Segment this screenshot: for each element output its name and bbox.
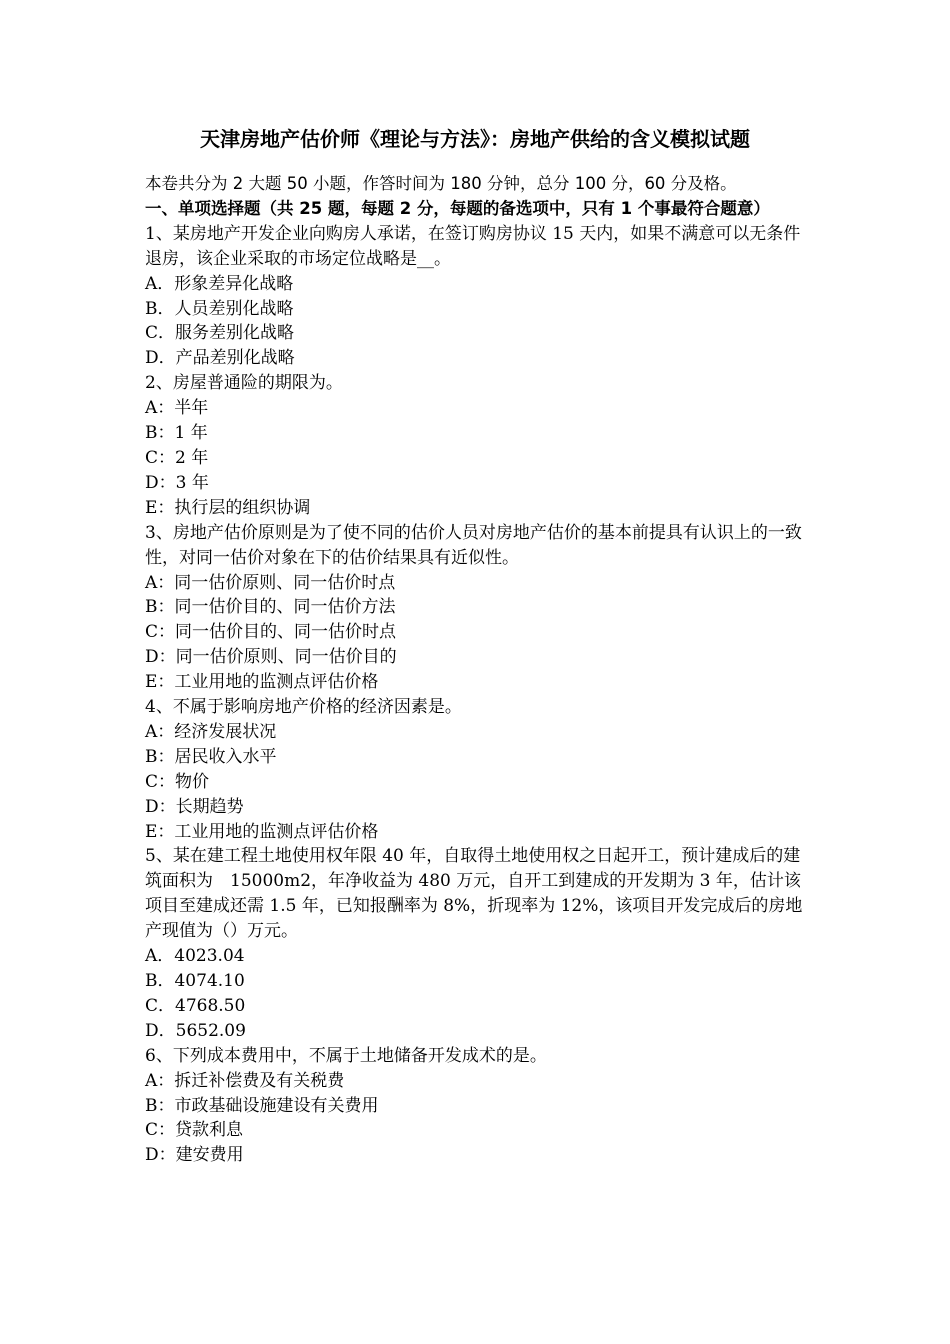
question-stem: 2、房屋普通险的期限为。 [145, 373, 343, 394]
option-d: D：同一估价原则、同一估价目的 [145, 647, 397, 668]
option-d: D：长期趋势 [145, 796, 244, 817]
question-1 [145, 222, 815, 371]
question-4 [145, 695, 815, 844]
option-a: A：半年 [145, 398, 209, 419]
option-e: E：执行层的组织协调 [145, 497, 311, 518]
option-b: B．人员差别化战略 [145, 298, 294, 319]
question-stem: 6、下列成本费用中，不属于土地储备开发成术的是。 [145, 1045, 547, 1066]
document-body [145, 172, 815, 1168]
option-b: B：居民收入水平 [145, 746, 277, 767]
option-b: B．4074.10 [145, 971, 245, 991]
option-b: B：市政基础设施建设有关费用 [145, 1095, 379, 1116]
document-title: 天津房地产估价师《理论与方法》：房地产供给的含义模拟试题 [200, 127, 750, 151]
option-a: A：拆迁补偿费及有关税费 [145, 1070, 345, 1091]
option-d: D：3 年 [145, 472, 209, 493]
question-2 [145, 371, 815, 520]
option-d: D．5652.09 [145, 1020, 246, 1041]
question-6 [145, 1044, 815, 1169]
question-stem: 5、某在建工程土地使用权年限 40 年，自取得土地使用权之日起开工，预计建成后的建筑面积为 15000m2，年净收益为 480 万元，自开工到建成的开发期为 3 年，估计该项目至建成还需 1.5 年，已知报酬率为 8%，折现率为 12%，该项目开发完成后的房地产现值为（）万元。 [145, 846, 803, 942]
question-5 [145, 844, 815, 1043]
option-e: E：工业用地的监测点评估价格 [145, 672, 379, 693]
option-c: C：同一估价目的、同一估价时点 [145, 622, 397, 643]
option-c: C．4768.50 [145, 995, 246, 1016]
option-a: A：同一估价原则、同一估价时点 [145, 572, 396, 593]
option-a: A．形象差异化战略 [145, 273, 294, 294]
option-e: E：工业用地的监测点评估价格 [145, 821, 379, 842]
exam-intro: 本卷共分为 2 大题 50 小题，作答时间为 180 分钟，总分 100 分，60 分及格。 [145, 174, 737, 193]
option-a: A．4023.04 [145, 946, 245, 967]
option-c: C．服务差别化战略 [145, 323, 295, 344]
option-c: C：物价 [145, 771, 210, 792]
option-a: A：经济发展状况 [145, 721, 277, 742]
section-heading: 一、单项选择题（共 25 题，每题 2 分，每题的备选项中，只有 1 个事最符合题意） [145, 198, 770, 218]
option-d: D．产品差别化战略 [145, 348, 295, 369]
option-b: B：1 年 [145, 423, 208, 444]
question-3 [145, 521, 815, 695]
question-stem: 3、房地产估价原则是为了使不同的估价人员对房地产估价的基本前提具有认识上的一致性，对同一估价对象在下的估价结果具有近似性。 [145, 522, 802, 568]
option-c: C：贷款利息 [145, 1120, 244, 1141]
question-stem: 4、不属于影响房地产价格的经济因素是。 [145, 697, 462, 718]
question-stem: 1、某房地产开发企业向购房人承诺，在签订购房协议 15 天内，如果不满意可以无条件退房，该企业采取的市场定位战略是__。 [145, 223, 801, 269]
option-c: C：2 年 [145, 447, 209, 468]
option-d: D：建安费用 [145, 1145, 244, 1166]
option-b: B：同一估价目的、同一估价方法 [145, 597, 396, 618]
